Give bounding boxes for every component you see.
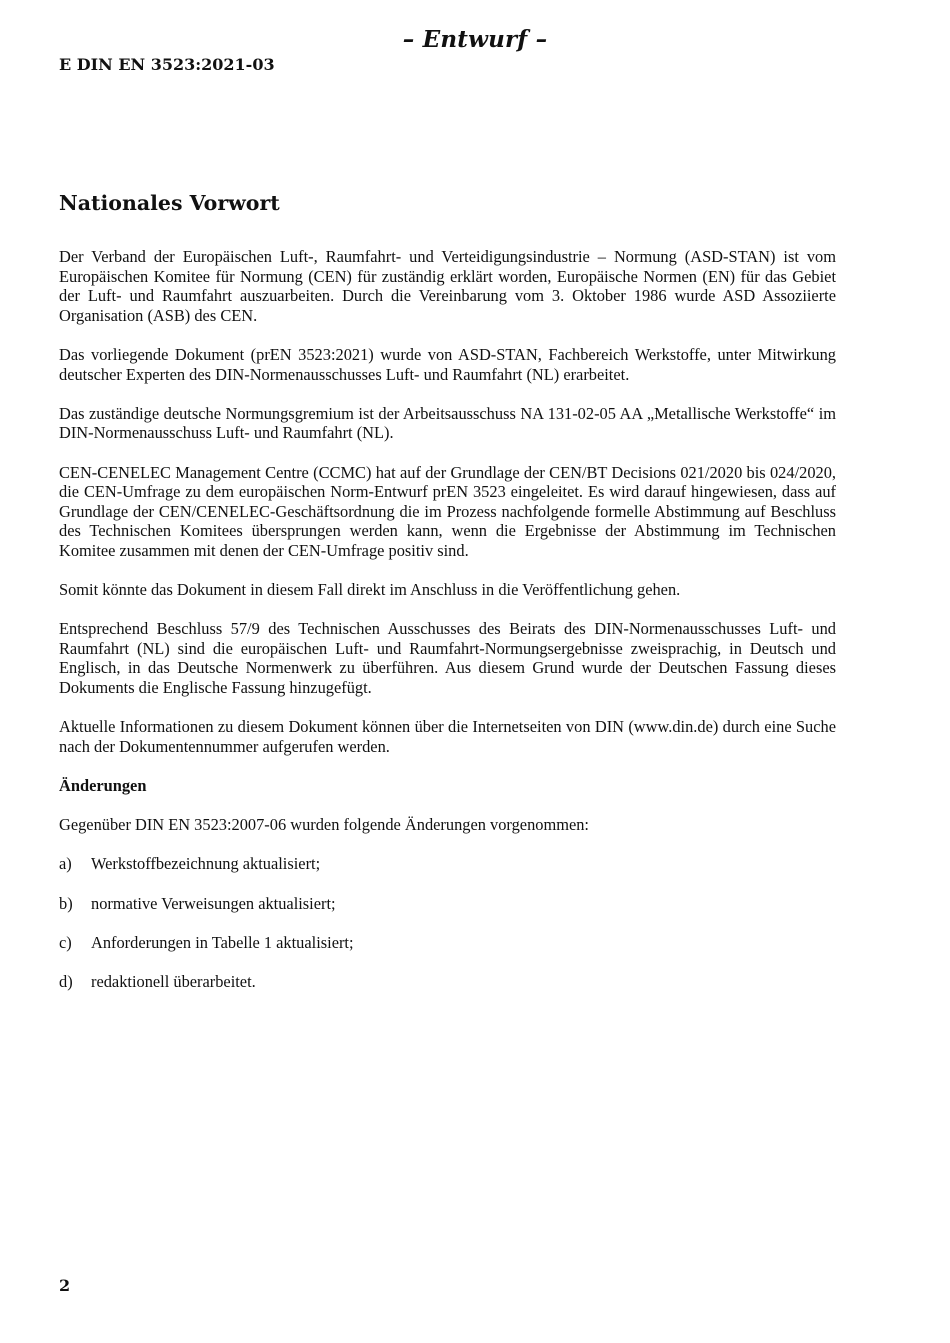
list-marker: c) <box>59 932 72 952</box>
list-text: Anforderungen in Tabelle 1 aktualisiert; <box>91 932 354 952</box>
changes-intro: Gegenüber DIN EN 3523:2007-06 wurden folgende Änderungen vorgenommen: <box>59 815 589 835</box>
changes-list <box>59 854 836 991</box>
list-marker: b) <box>59 893 73 913</box>
paragraph: Aktuelle Informationen zu diesem Dokument können über die Internetseiten von DIN (www.din.de) durch eine Suche nach der Dokumentennummer aufgerufen werden. <box>59 717 836 756</box>
list-marker: d) <box>59 971 73 991</box>
section-title: Nationales Vorwort <box>59 191 280 215</box>
list-item <box>59 854 836 874</box>
paragraph: Das vorliegende Dokument (prEN 3523:2021) wurde von ASD-STAN, Fachbereich Werkstoffe, unter Mitwirkung deutscher Experten des DIN-Normenausschusses Luft- und Raumfahrt (NL) erarbeitet. <box>59 344 836 384</box>
paragraph: Das zuständige deutsche Normungsgremium ist der Arbeitsausschuss NA 131-02-05 AA „Metallische Werkstoffe“ im DIN-Normenausschuss Luft- und Raumfahrt (NL). <box>59 403 836 443</box>
main-content <box>59 189 836 1011</box>
list-item <box>59 894 836 914</box>
list-text: Werkstoffbezeichnung aktualisiert; <box>91 854 321 874</box>
changes-heading: Änderungen <box>59 776 147 796</box>
list-text: redaktionell überarbeitet. <box>91 971 256 991</box>
draft-watermark: – Entwurf – <box>402 26 548 53</box>
list-text: normative Verweisungen aktualisiert; <box>91 893 336 913</box>
paragraph: CEN-CENELEC Management Centre (CCMC) hat auf der Grundlage der CEN/BT Decisions 021/2020 bis 024/2020, die CEN-Umfrage zu dem europäischen Norm-Entwurf prEN 3523 eingeleitet. Es wird darauf hingewiesen, dass auf Grundlage der CEN/CENELEC-Geschäftsordnung die im Prozess nachfolgende formelle Abstimmung auf Beschluss des Technischen Komitees übersprungen werden kann, wenn die Ergebnisse der Abstimmung im Technischen Komitee zusammen mit denen der CEN-Umfrage positiv sind. <box>59 462 836 560</box>
list-marker: a) <box>59 854 72 874</box>
document-id: E DIN EN 3523:2021-03 <box>59 55 275 74</box>
page-number: 2 <box>59 1276 71 1295</box>
paragraph: Somit könnte das Dokument in diesem Fall direkt im Anschluss in die Veröffentlichung gehen. <box>59 580 681 600</box>
paragraph: Der Verband der Europäischen Luft-, Raumfahrt- und Verteidigungsindustrie – Normung (ASD-STAN) ist vom Europäischen Komitee für Normung (CEN) für zuständig erklärt worden, Europäische Normen (EN) für das Gebiet der Luft- und Raumfahrt auszuarbeiten. Durch die Vereinbarung vom 3. Oktober 1986 wurde ASD Assoziierte Organisation (ASB) des CEN. <box>59 247 836 325</box>
paragraph: Entsprechend Beschluss 57/9 des Technischen Ausschusses des Beirats des DIN-Normenausschusses Luft- und Raumfahrt (NL) sind die europäischen Luft- und Raumfahrt-Normungsergebnisse zweisprachig, in Deutsch und Englisch, in das Deutsche Normenwerk zu überführen. Aus diesem Grund wurde der Deutschen Fassung dieses Dokuments die Englische Fassung hinzugefügt. <box>59 619 836 698</box>
list-item <box>59 972 836 992</box>
list-item <box>59 933 836 953</box>
